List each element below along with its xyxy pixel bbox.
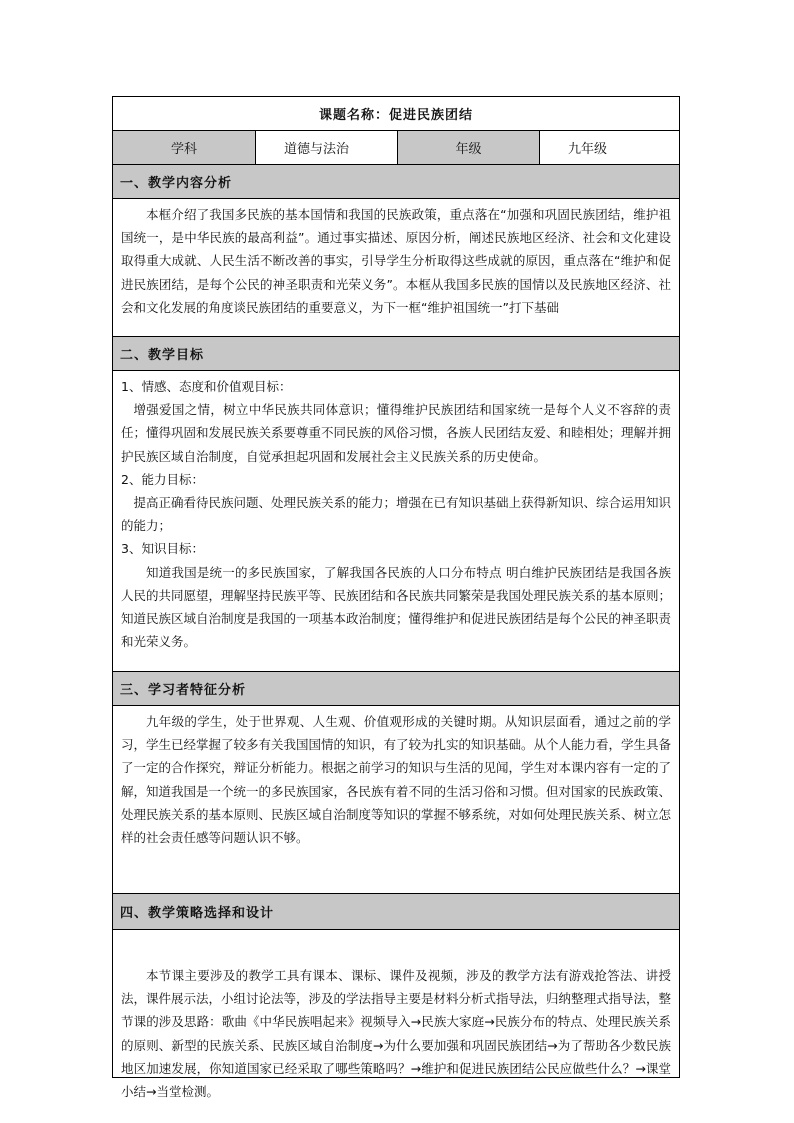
lesson-plan-table: [112, 96, 680, 1100]
content-analysis-text: 本框介绍了我国多民族的基本国情和我国的民族政策，重点落在“加强和巩固民族团结，维护祖国统一，是中华民族的最高利益”。通过事实描述、原因分析，阐述民族地区经济、社会和文化建设取得重大成就、人民生活不断改善的事实，引导学生分析取得这些成就的原因，重点落在“维护和促进民族团结，是每个公民的神圣职责和光荣义务”。本框从我国多民族的国情以及民族地区经济、社会和文化发展的角度谈民族团结的重要意义，为下一框“维护祖国统一”打下基础: [121, 207, 671, 315]
knowledge-objective-label: 3、知识目标：: [121, 541, 204, 557]
emotion-objective-label: 1、情感、态度和价值观目标：: [121, 379, 292, 394]
section-body-content-analysis: [113, 199, 679, 337]
ability-objective-text: 提高正确看待民族问题、处理民族关系的能力；增强在已有知识基础上获得新知识、综合运用知识的能力；: [121, 495, 672, 534]
lesson-title: 课题名称：促进民族团结: [113, 97, 679, 131]
section-body-strategy: [113, 930, 679, 1100]
section-body-objectives: [113, 371, 679, 672]
strategy-text: 本节课主要涉及的教学工具有课本、课标、课件及视频，涉及的教学方法有游戏抢答法、讲授法，课件展示法，小组讨论法等，涉及的学法指导主要是材料分析式指导法，归纳整理式指导法，整节课的涉及思路：歌曲《中华民族唱起来》视频导入→民族大家庭→民族分布的特点、处理民族关系的原则、新型的民族关系、民族区域自治制度→为什么要加强和巩固民族团结→为了帮助各少数民族地区加速发展，你知道国家已经采取了哪些策略吗？→维护和促进民族团结公民应做些什么？→课堂小结→当堂检测。: [121, 968, 672, 1100]
ability-objective-label: 2、能力目标：: [121, 471, 204, 487]
section-body-learner-analysis: [113, 706, 679, 894]
subject-label: 学科: [113, 131, 256, 164]
grade-label: 年级: [398, 131, 540, 164]
section-heading-strategy: 四、教学策略选择和设计: [113, 894, 679, 930]
subject-value: 道德与法治: [256, 131, 398, 164]
emotion-objective-text: 增强爱国之情，树立中华民族共同体意识；懂得维护民族团结和国家统一是每个人义不容辞的责任；懂得巩固和发展民族关系要尊重不同民族的风俗习惯，各族人民团结友爱、和睦相处；理解并拥护民族区域自治制度，自觉承担起巩固和发展社会主义民族关系的历史使命。: [121, 402, 672, 464]
learner-analysis-text: 九年级的学生，处于世界观、人生观、价值观形成的关键时期。从知识层面看，通过之前的学习，学生已经掌握了较多有关我国国情的知识，有了较为扎实的知识基础。从个人能力看，学生具备了一定的合作探究，辩证分析能力。根据之前学习的知识与生活的见闻，学生对本课内容有一定的了解，知道我国是一个统一的多民族国家，各民族有着不同的生活习俗和习惯。但对国家的民族政策、处理民族关系的基本原则、民族区域自治制度等知识的掌握不够系统，对如何处理民族关系、树立怎样的社会责任感等问题认识不够。: [121, 714, 672, 846]
section-heading-content-analysis: 一、教学内容分析: [113, 165, 679, 199]
section-heading-learner-analysis: 三、学习者特征分析: [113, 672, 679, 706]
section-heading-objectives: 二、教学目标: [113, 337, 679, 371]
knowledge-objective-text: 知道我国是统一的多民族国家，了解我国各民族的人口分布特点 明白维护民族团结是我国各族人民的共同愿望，理解坚持民族平等、民族团结和各民族共同繁荣是我国处理民族关系的基本原则；知道民族区域自治制度是我国的一项基本政治制度；懂得维护和促进民族团结是每个公民的神圣职责和光荣义务。: [121, 564, 672, 650]
meta-row: [113, 131, 679, 165]
grade-value: 九年级: [568, 142, 608, 157]
